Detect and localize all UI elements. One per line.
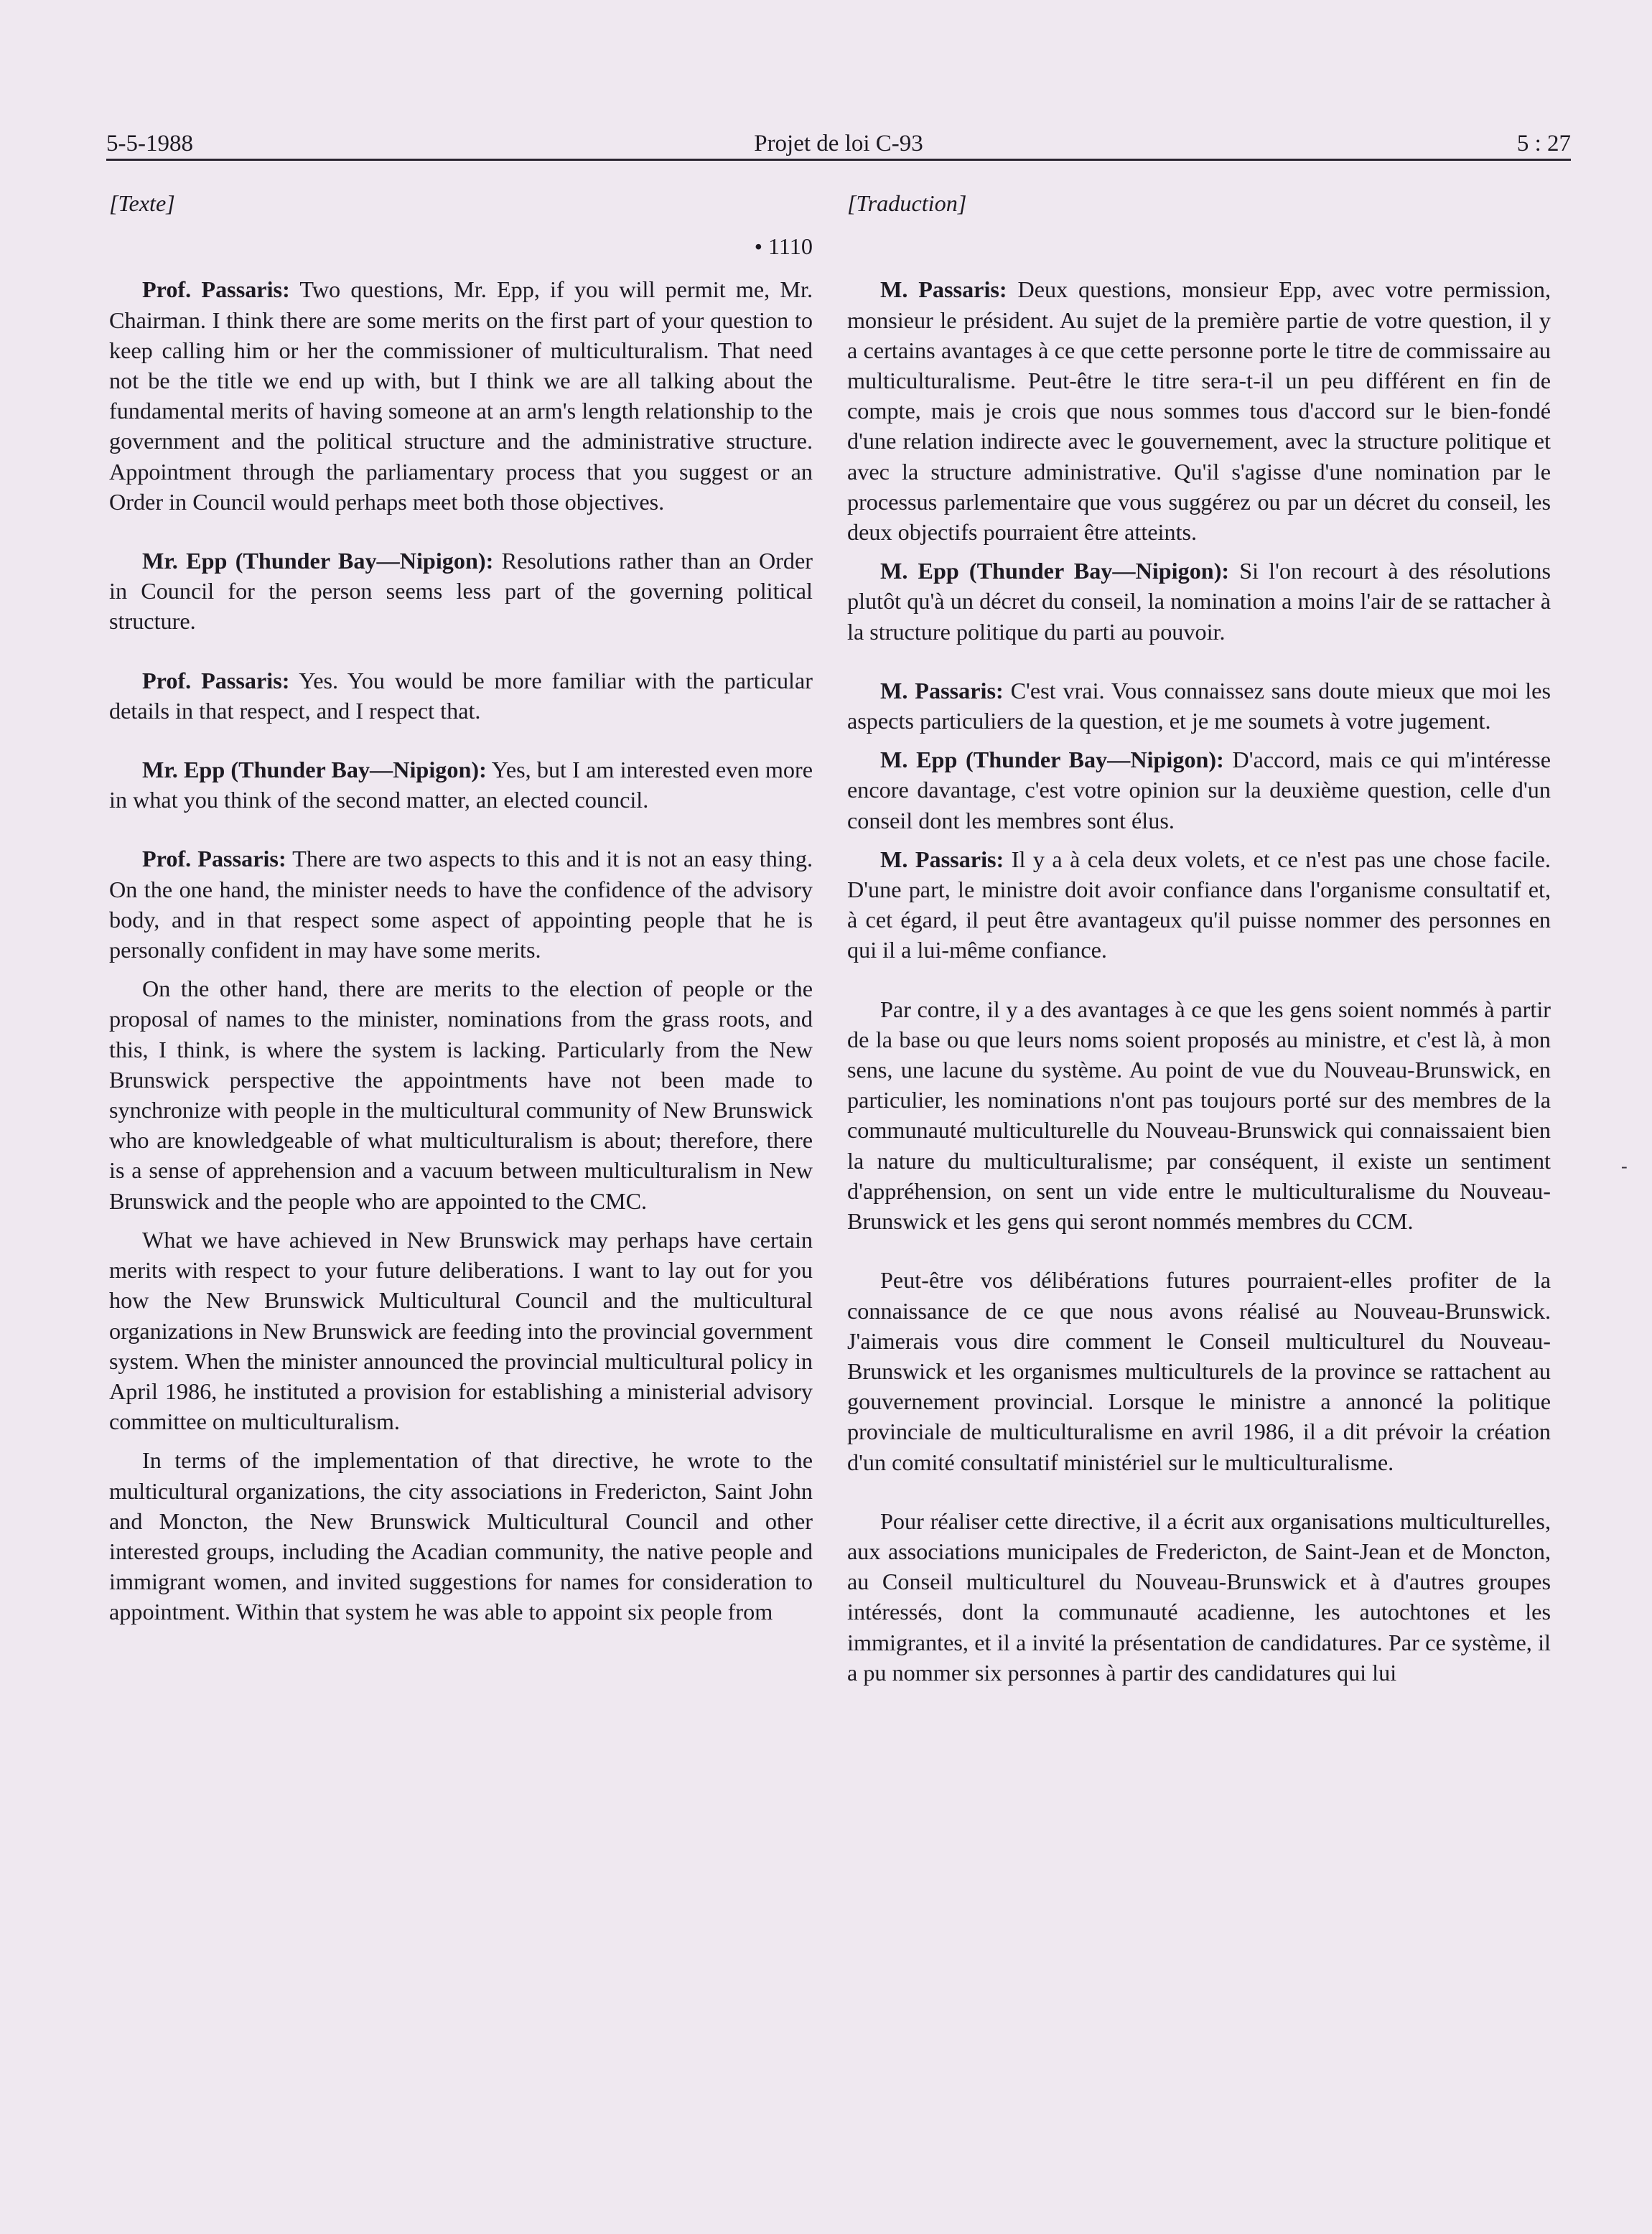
page-header <box>106 126 1571 162</box>
paragraph <box>109 843 813 965</box>
timestamp: • 1110 <box>754 233 813 260</box>
paragraph-text: Deux questions, monsieur Epp, avec votre permission, monsieur le président. Au sujet de la première partie de votre question, il y a certains avantages à ce que cette personne porte le titre de commissaire au multiculturalisme. Peut-être le titre sera-t-il un peu différent en fin de compte, mais je crois que nous sommes tous d'accord sur le bien-fondé d'une relation indirecte avec le gouvernement, avec la structure politique et avec la structure administrative. Qu'il s'agisse d'une nomination par le processus parlementaire que vous suggérez ou par un décret du conseil, les deux objectifs pourraient être atteints. <box>847 276 1551 546</box>
paragraph-text: Resolutions rather than an Order in Council for the person seems less part of the governing political structure. <box>109 548 813 635</box>
column-label-texte: [Texte] <box>109 190 175 216</box>
paragraph <box>847 1265 1551 1477</box>
paragraph-text: What we have achieved in New Brunswick may perhaps have certain merits with respect to your future deliberations. I want to lay out for you how the New Brunswick Multicultural Council and the multicultural organizations in New Brunswick are feeding into the provincial government system. When the minister announced the provincial multicultural policy in April 1986, he instituted a provision for establishing a ministerial advisory committee on multiculturalism. <box>109 1226 813 1435</box>
paragraph <box>847 994 1551 1237</box>
paragraph <box>109 754 813 815</box>
english-column <box>109 188 813 1627</box>
paragraph <box>109 1445 813 1627</box>
header-title: Projet de loi C-93 <box>754 131 923 156</box>
header-page-number: 5 : 27 <box>1516 131 1571 156</box>
speaker-name: Mr. Epp (Thunder Bay—Nipigon): <box>142 548 494 574</box>
speaker-name: M. Passaris: <box>880 276 1007 303</box>
paragraph-text: Il y a à cela deux volets, et ce n'est pas une chose facile. D'une part, le ministre doit avoir confiance dans l'organisme consultatif et, à cet égard, il peut être avantageux qu'il puisse nommer des personnes en qui il a lui-même confiance. <box>847 846 1551 963</box>
paragraph <box>109 274 813 517</box>
paragraph-text: On the other hand, there are merits to the election of people or the proposal of names to the minister, nominations from the grass roots, and this, I think, is where the system is lacking. Particularly from the New Brunswick perspective the appointments have not been made to synchronize with people in the multicultural community of New Brunswick who are knowledgeable of what multiculturalism is about; therefore, there is a sense of apprehension and a vacuum between multiculturalism in New Brunswick and the people who are appointed to the CMC. <box>109 976 813 1214</box>
paragraph-text: C'est vrai. Vous connaissez sans doute mieux que moi les aspects particuliers de la question, et je me soumets à votre jugement. <box>847 677 1551 734</box>
paragraph <box>847 274 1551 547</box>
paragraph-text: Peut-être vos délibérations futures pourraient-elles profiter de la connaissance de ce que nous avons réalisé au Nouveau-Brunswick. J'aimerais vous dire comment le Conseil multiculturel du Nouveau-Brunswick et les organismes multiculturels de la province se rattachent au gouvernement provincial. Lorsque le ministre a annoncé la politique provinciale de multiculturalisme en avril 1986, il a dit prévoir la création d'un comité consultatif ministériel sur le multiculturalisme. <box>847 1267 1551 1475</box>
speaker-name: Prof. Passaris: <box>142 846 286 872</box>
paragraph-text: Two questions, Mr. Epp, if you will permit me, Mr. Chairman. I think there are some merits on the first part of your question to keep calling him or her the commissioner of multiculturalism. That need not be the title we end up with, but I think we are all talking about the fundamental merits of having someone at an arm's length relationship to the government and the political structure and the administrative structure. Appointment through the parliamentary process that you suggest or an Order in Council would perhaps meet both those objectives. <box>109 276 813 515</box>
paragraph <box>847 676 1551 736</box>
paragraph <box>109 546 813 637</box>
paragraph-text: Pour réaliser cette directive, il a écrit aux organisations multiculturelles, aux associations municipales de Fredericton, de Saint-Jean et de Moncton, au Conseil multiculturel du Nouveau-Brunswick et à d'autres groupes intéressés, dont la communauté acadienne, les autochtones et les immigrantes, et il a invité la présentation de candidatures. Par ce système, il a pu nommer six personnes à partir des candidatures qui lui <box>847 1508 1551 1686</box>
paragraph-text: Si l'on recourt à des résolutions plutôt qu'à un décret du conseil, la nomination a moins l'air de se rattacher à la structure politique du parti au pouvoir. <box>847 558 1551 645</box>
paragraph-text: In terms of the implementation of that directive, he wrote to the multicultural organizations, the city associations in Fredericton, Saint John and Moncton, the New Brunswick Multicultural Council and other interested groups, including the Acadian community, the native people and immigrant women, and invited suggestions for names for consideration to appointment. Within that system he was able to appoint six people from <box>109 1447 813 1625</box>
header-rule <box>106 159 1571 161</box>
speaker-name: Mr. Epp (Thunder Bay—Nipigon): <box>142 757 487 783</box>
paragraph <box>109 665 813 726</box>
paragraph <box>847 1506 1551 1688</box>
header-date: 5-5-1988 <box>106 131 193 156</box>
speaker-name: M. Passaris: <box>880 677 1004 704</box>
paragraph <box>109 1225 813 1436</box>
timestamp-spacer <box>847 231 1551 261</box>
margin-mark: - <box>1621 1156 1628 1177</box>
paragraph-text: Par contre, il y a des avantages à ce que les gens soient nommés à partir de la base ou que leurs noms soient proposés au ministre, et c'est là, à mon sens, une lacune du système. Au point de vue du Nouveau-Brunswick, en particulier, les nominations n'ont pas toujours porté sur des membres de la communauté multiculturelle du Nouveau-Brunswick qui connaissaient bien la nature du multiculturalisme; par conséquent, il existe un sentiment d'appréhension, on sent un vide entre le multiculturalisme du Nouveau-Brunswick et les gens qui seront nommés membres du CCM. <box>847 996 1551 1235</box>
paragraph <box>847 744 1551 836</box>
paragraph <box>847 844 1551 966</box>
speaker-name: M. Passaris: <box>880 846 1004 872</box>
paragraph <box>847 556 1551 647</box>
paragraph-text: Yes. You would be more familiar with the particular details in that respect, and I respect that. <box>109 667 813 724</box>
speaker-name: Prof. Passaris: <box>142 667 290 693</box>
paragraph-text: There are two aspects to this and it is not an easy thing. On the one hand, the minister needs to have the confidence of the advisory body, and in that respect some aspect of appointing people that he is personally confident in may have some merits. <box>109 846 813 963</box>
speaker-name: M. Epp (Thunder Bay—Nipigon): <box>880 747 1224 773</box>
speaker-name: M. Epp (Thunder Bay—Nipigon): <box>880 558 1230 584</box>
column-label-traduction: [Traduction] <box>847 190 967 216</box>
paragraph <box>109 973 813 1216</box>
paragraph-text: Yes, but I am interested even more in what you think of the second matter, an elected council. <box>109 757 813 813</box>
french-column <box>847 188 1551 1688</box>
paragraph-text: D'accord, mais ce qui m'intéresse encore davantage, c'est votre opinion sur la deuxième question, celle d'un conseil dont les membres sont élus. <box>847 747 1551 833</box>
speaker-name: Prof. Passaris: <box>142 276 290 303</box>
